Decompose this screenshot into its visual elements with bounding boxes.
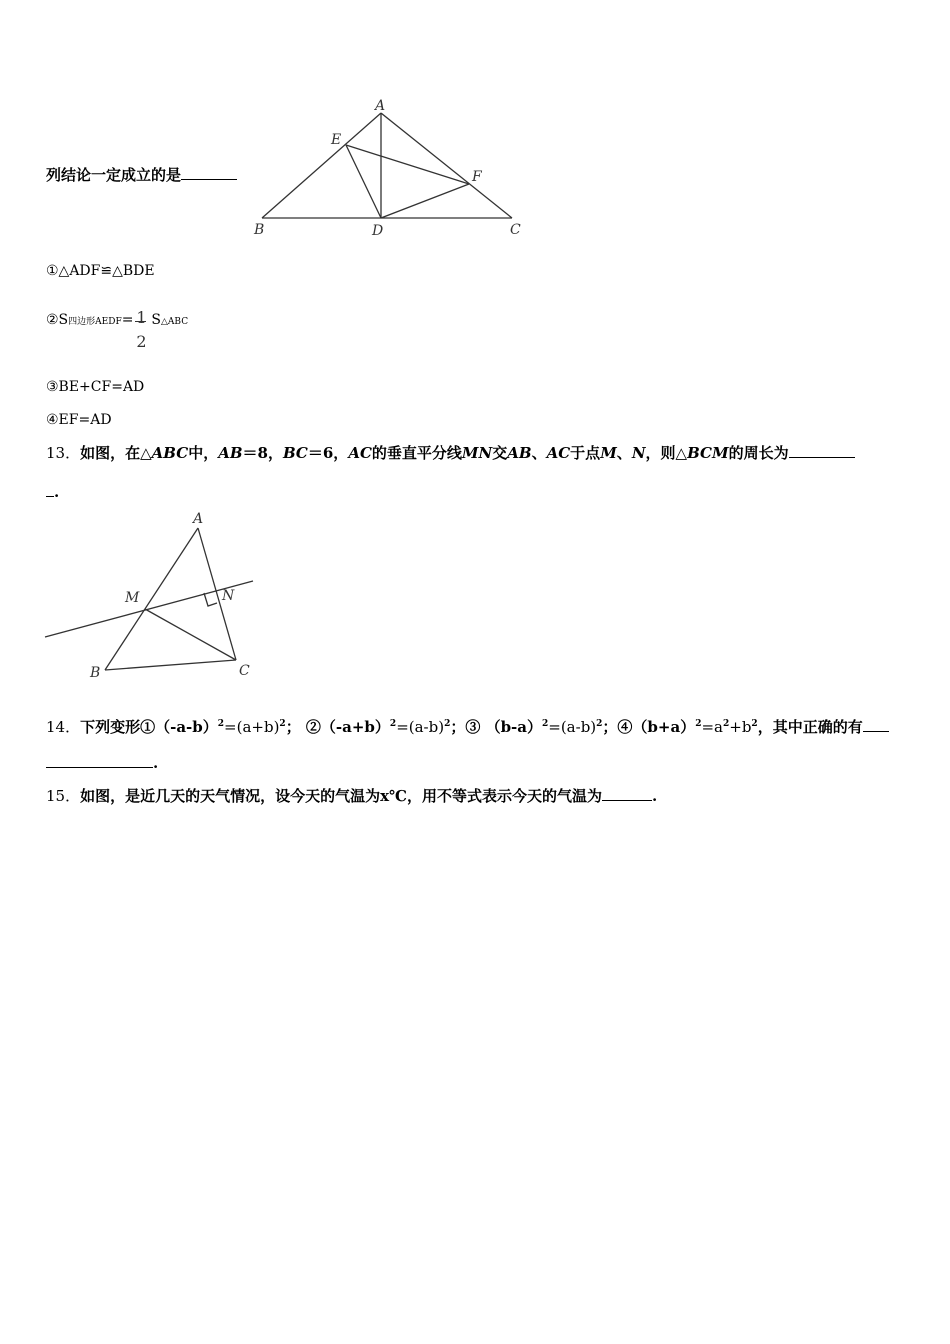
q14-number: 14．	[46, 718, 81, 736]
segment-df	[381, 184, 469, 218]
opt2-s: ②S	[46, 312, 69, 328]
q15-text	[46, 786, 657, 806]
q12-option-4: ④EF=AD	[46, 412, 112, 428]
q13-answer-blank-2	[46, 482, 54, 497]
opt2-eq: =	[121, 312, 134, 328]
label-a: A	[375, 98, 386, 114]
q15-number: 15．	[46, 787, 81, 805]
q13-bc: BC	[282, 444, 308, 462]
segment-ac	[381, 113, 512, 218]
q14-end: .	[153, 754, 159, 772]
q14-t3: ； ②（-a+b）	[285, 718, 390, 736]
q14-e7: 2	[695, 719, 702, 729]
label-m: M	[125, 590, 140, 606]
q13-t3: ＝8，	[242, 444, 283, 462]
segment-ab	[262, 113, 381, 218]
q14-e4: 2	[444, 719, 451, 729]
q12-option-1: ①△ADF≌△BDE	[46, 263, 155, 279]
q14-t2: =(a+b)	[224, 718, 280, 736]
q12-prompt	[46, 165, 237, 185]
q14-t10: ，其中正确的有	[757, 718, 863, 736]
q14-answer-blank	[863, 717, 889, 732]
label-c: C	[239, 663, 250, 679]
q14-e8: 2	[722, 719, 730, 729]
q13-t10: ，则△	[645, 444, 688, 462]
segment-bc	[105, 660, 236, 670]
label-f: F	[472, 169, 482, 185]
q12-prompt-text: 列结论一定成立的是	[46, 166, 182, 184]
q14-e5: 2	[542, 719, 549, 729]
q13-mn: MN	[461, 444, 493, 462]
q13-ab: AB	[218, 444, 243, 462]
opt2-sub-abc: △ABC	[161, 317, 189, 327]
q13-answer-blank	[789, 443, 855, 458]
q13-ab2: AB	[507, 444, 532, 462]
q13-abc: ABC	[151, 444, 189, 462]
q13-text	[46, 443, 855, 463]
q13-ac: AC	[348, 444, 372, 462]
segment-ed	[346, 145, 381, 218]
q14-t7: ；④（b+a）	[602, 718, 696, 736]
q12-triangle-figure	[250, 95, 535, 240]
q15-end: .	[652, 787, 658, 805]
opt2-sub-quad: 四边形AEDF	[68, 317, 122, 327]
q15-answer-blank	[602, 786, 652, 801]
label-n: N	[222, 588, 235, 604]
q14-text	[46, 714, 889, 737]
q13-m: M	[600, 444, 617, 462]
q14-e3: 2	[389, 719, 397, 729]
label-b: B	[90, 665, 101, 681]
label-b: B	[254, 222, 265, 238]
q14-t8: =a	[701, 718, 723, 736]
label-a: A	[193, 511, 204, 527]
q14-e6: 2	[596, 719, 603, 729]
q13-t4: ＝6，	[307, 444, 349, 462]
q13-t8: 于点	[570, 444, 601, 462]
q13-end: .	[54, 483, 60, 501]
opt2-fraction	[133, 300, 149, 351]
q14-e9: 2	[751, 719, 758, 729]
q13-n: N	[631, 444, 646, 462]
q14-answer-blank-2	[46, 753, 153, 768]
q13-number: 13．	[46, 444, 81, 462]
q13-t11: 的周长为	[728, 444, 789, 462]
q13-t2: 中，	[188, 444, 219, 462]
q12-answer-blank	[181, 165, 237, 180]
q12-option-2	[46, 300, 189, 351]
q13-triangle-figure	[40, 505, 265, 685]
q15-body: 如图，是近几天的天气情况，设今天的气温为x℃，用不等式表示今天的气温为	[80, 787, 603, 805]
label-e: E	[331, 132, 342, 148]
right-angle-mark	[204, 593, 217, 606]
q14-t1: 下列变形①（-a-b）	[80, 718, 218, 736]
fraction-denominator: 2	[136, 332, 147, 351]
q13-ac2: AC	[546, 444, 571, 462]
fraction-numerator: 1	[136, 308, 147, 327]
q14-t9: +b	[729, 718, 752, 736]
q13-t9: 、	[616, 444, 632, 462]
q13-line2	[46, 482, 59, 502]
q13-bcm: BCM	[687, 444, 729, 462]
label-d: D	[372, 223, 384, 239]
q14-t5: ；③ （b-a）	[450, 718, 542, 736]
q14-t4: =(a-b)	[396, 718, 445, 736]
q14-e1: 2	[217, 719, 225, 729]
q13-t5: 的垂直平分线	[371, 444, 462, 462]
q14-e2: 2	[279, 719, 286, 729]
label-c: C	[510, 222, 521, 238]
q12-option-3: ③BE+CF=AD	[46, 379, 145, 395]
segment-ef	[346, 145, 469, 184]
q13-t7: 、	[531, 444, 547, 462]
q13-t6: 交	[492, 444, 508, 462]
segment-mc	[145, 609, 236, 660]
q14-t6: =(a-b)	[548, 718, 597, 736]
q13-t1: 如图，在△	[80, 444, 152, 462]
q14-line2	[46, 753, 158, 773]
opt2-s2: S	[151, 312, 162, 328]
